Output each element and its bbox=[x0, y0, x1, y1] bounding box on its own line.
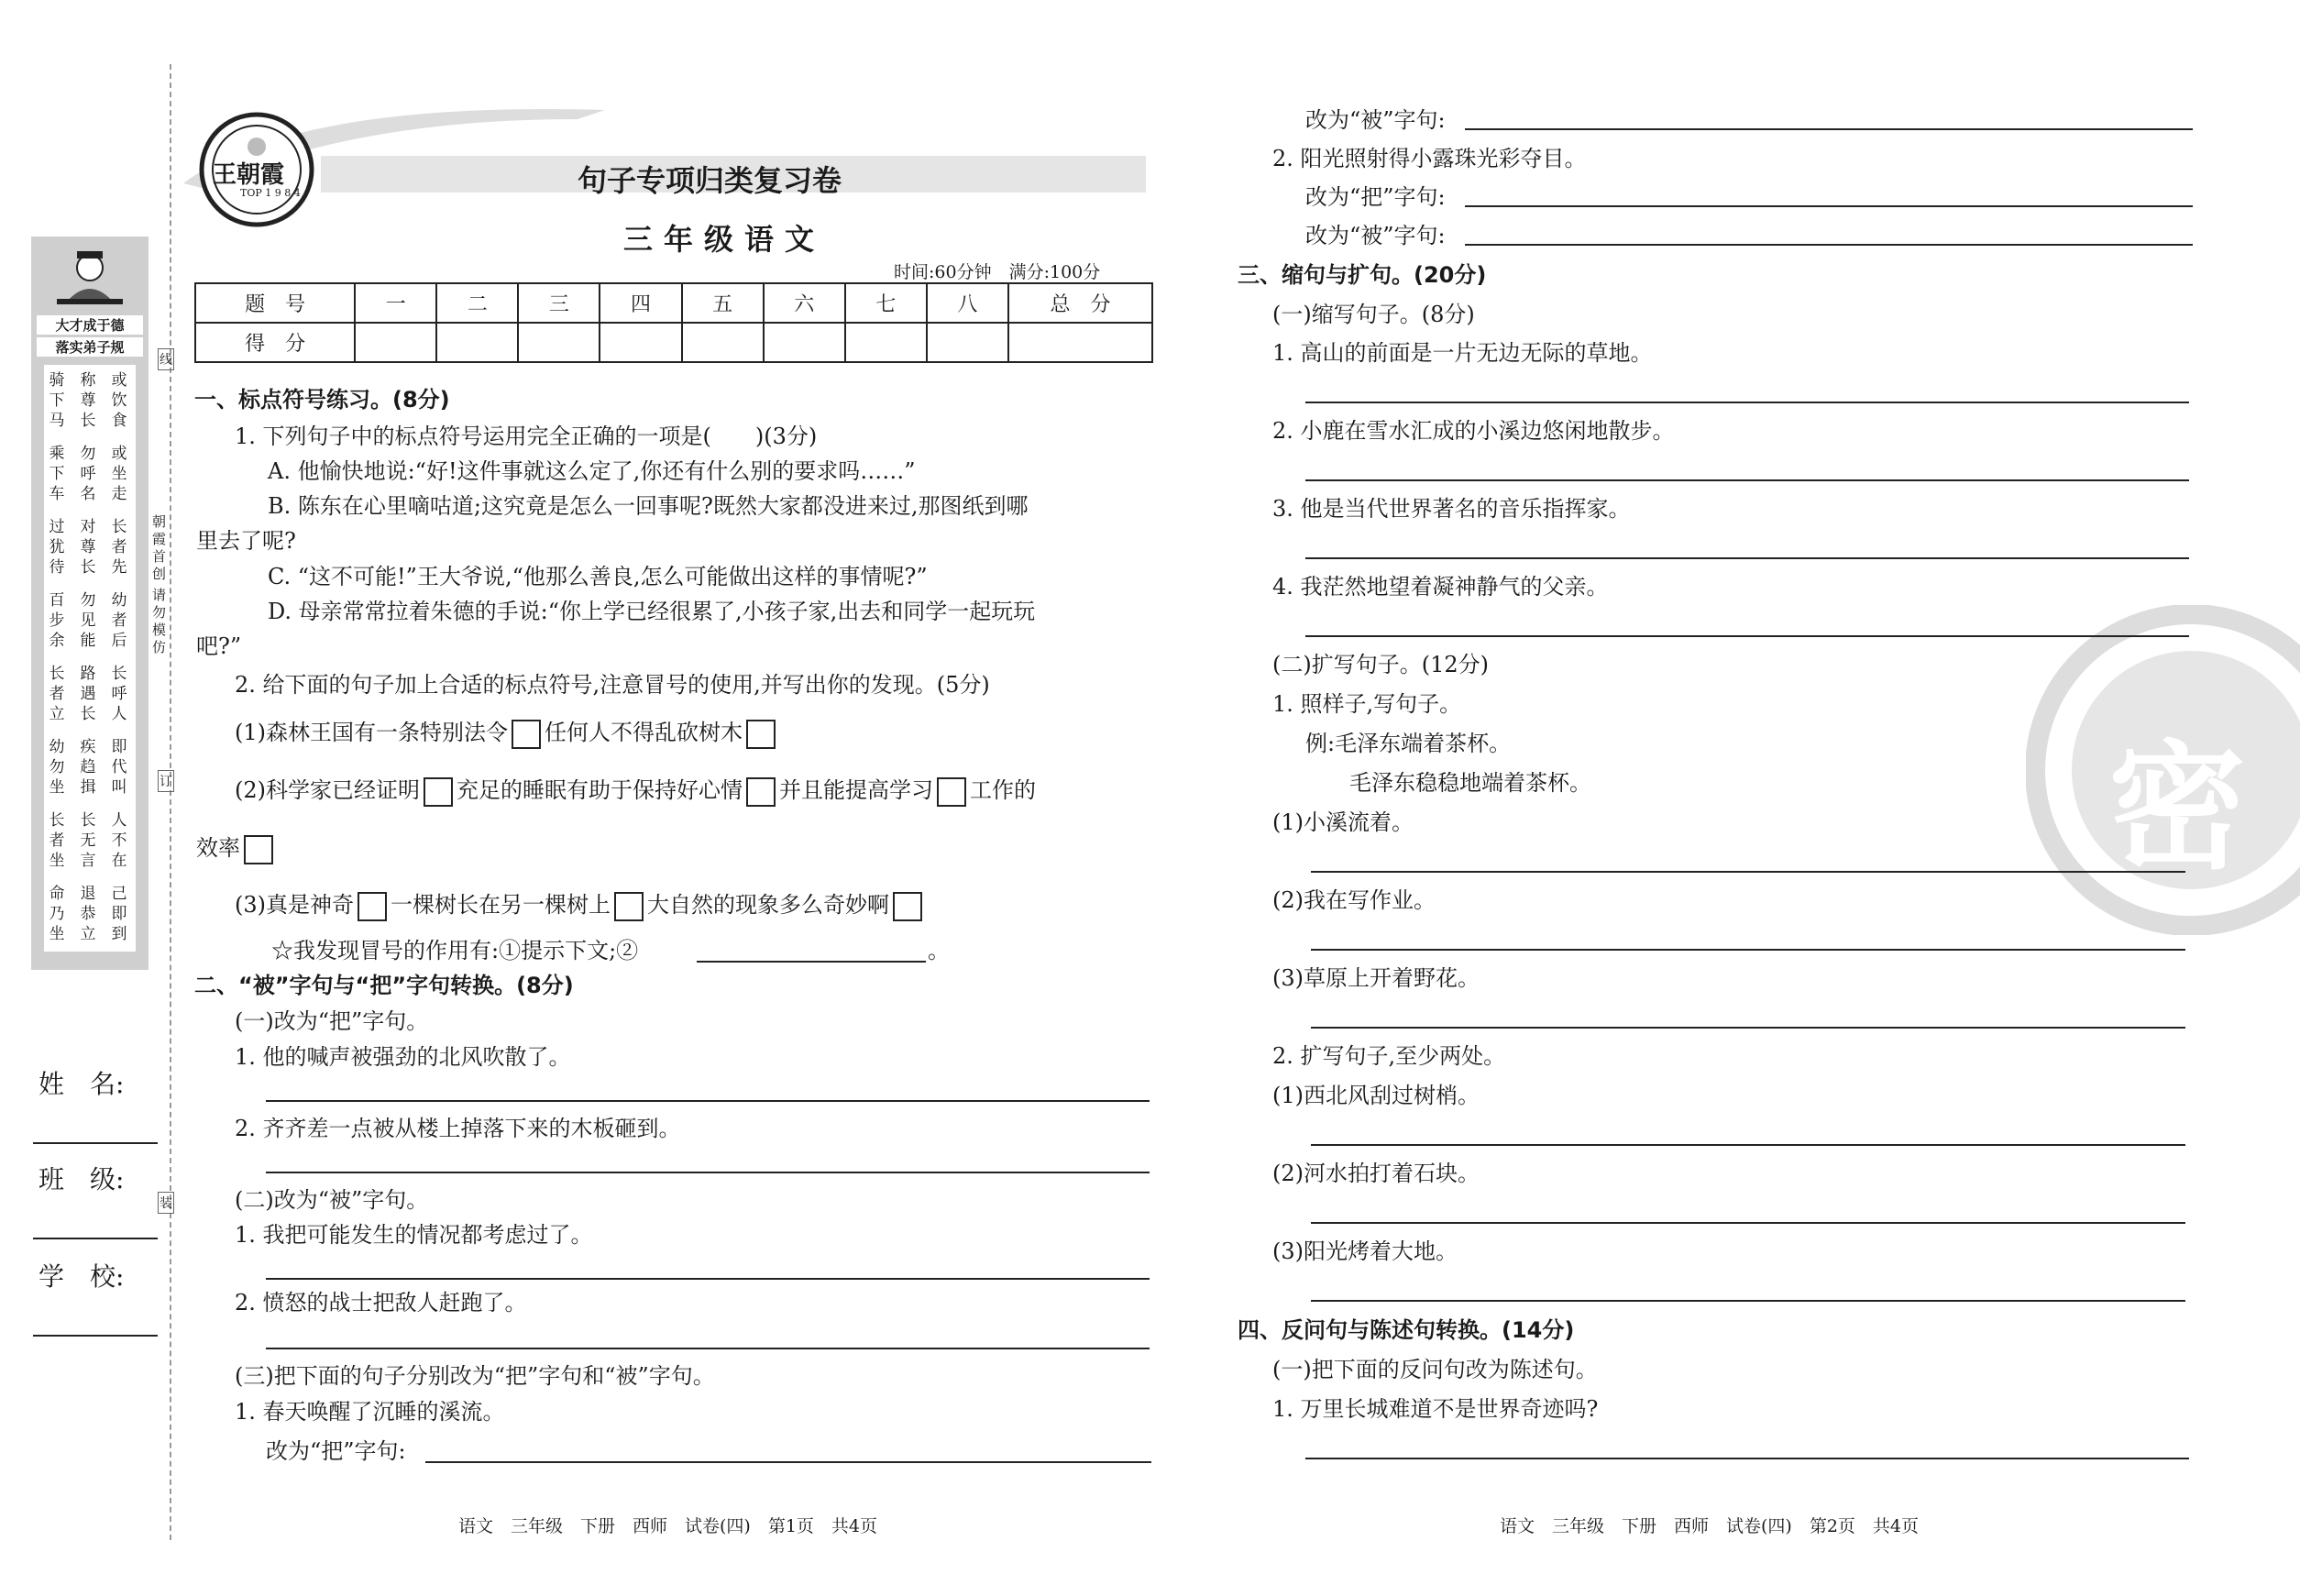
section-4-heading: 四、反问句与陈述句转换。(14分) bbox=[1238, 1317, 1575, 1343]
punct-box[interactable] bbox=[893, 892, 922, 921]
logo-subtext: TOP 1 9 8 4 bbox=[240, 187, 301, 199]
answer-line[interactable] bbox=[1305, 479, 2189, 481]
score-header-cell: 七 bbox=[845, 283, 927, 323]
section-2c-heading: (三)把下面的句子分别改为“把”字句和“被”字句。 bbox=[235, 1363, 715, 1389]
s3c-item-1: (1)西北风刮过树梢。 bbox=[1272, 1083, 1480, 1108]
exam-meta: 时间:60分钟 满分:100分 bbox=[894, 262, 1101, 282]
example-1: 例:毛泽东端着茶杯。 bbox=[1305, 731, 1512, 756]
q2-item-2-cont: 效率 bbox=[196, 834, 277, 864]
s3a-q2: 2. 小鹿在雪水汇成的小溪边悠闲地散步。 bbox=[1272, 418, 1675, 444]
copyright-1: 朝霞首创 bbox=[152, 513, 167, 582]
rule-phrase: 命乃坐 bbox=[49, 885, 65, 943]
score-input-cell[interactable] bbox=[518, 323, 600, 362]
discovery-end: 。 bbox=[928, 938, 950, 963]
example-2: 毛泽东稳稳地端着茶杯。 bbox=[1349, 770, 1591, 796]
score-input-cell[interactable] bbox=[436, 323, 518, 362]
section-3a-heading: (一)缩写句子。(8分) bbox=[1272, 302, 1475, 327]
class-label: 班 级: bbox=[39, 1164, 125, 1194]
s4a-q1: 1. 万里长城难道不是世界奇迹吗? bbox=[1272, 1396, 1599, 1422]
s2b-q1: 1. 我把可能发生的情况都考虑过了。 bbox=[235, 1222, 593, 1248]
score-input-cell[interactable] bbox=[600, 323, 681, 362]
answer-line[interactable] bbox=[1305, 635, 2189, 637]
page-1-footer: 语文 三年级 下册 西师 试卷(四) 第1页 共4页 bbox=[458, 1516, 878, 1536]
binding-mark-3: 装 bbox=[158, 1192, 174, 1214]
q1-option-a[interactable]: A. 他愉快地说:“好!这件事就这么定了,你还有什么别的要求吗……” bbox=[268, 458, 916, 484]
score-header-cell: 题 号 bbox=[195, 283, 355, 323]
answer-line[interactable] bbox=[1311, 1222, 2185, 1224]
stamp-text: 密 bbox=[2108, 727, 2247, 888]
motto-1: 大才成于德 bbox=[37, 315, 143, 335]
s2b-q2: 2. 愤怒的战士把敌人赶跑了。 bbox=[235, 1290, 527, 1315]
q2-item-1: (1)森林王国有一条特别法令 任何人不得乱砍树木 bbox=[235, 719, 779, 749]
s3c-item-3: (3)阳光烤着大地。 bbox=[1272, 1238, 1458, 1264]
motto-2: 落实弟子规 bbox=[37, 337, 143, 357]
copyright-2: 请勿模仿 bbox=[152, 587, 167, 655]
rules-panel bbox=[31, 237, 149, 970]
discovery-text: ☆我发现冒号的作用有:①提示下文;② bbox=[271, 938, 639, 963]
section-4a-heading: (一)把下面的反问句改为陈述句。 bbox=[1272, 1357, 1598, 1382]
rule-phrase: 对尊长 bbox=[80, 518, 96, 577]
answer-line[interactable] bbox=[1465, 244, 2193, 246]
punct-box[interactable] bbox=[614, 892, 644, 921]
section-2b-heading: (二)改为“被”字句。 bbox=[235, 1187, 429, 1213]
s3a-q3: 3. 他是当代世界著名的音乐指挥家。 bbox=[1272, 496, 1631, 522]
answer-line[interactable] bbox=[1465, 128, 2193, 130]
score-header-cell: 六 bbox=[764, 283, 845, 323]
answer-line[interactable] bbox=[266, 1100, 1150, 1102]
punct-box[interactable] bbox=[746, 777, 776, 807]
school-label: 学 校: bbox=[39, 1261, 125, 1292]
score-header-cell: 五 bbox=[682, 283, 764, 323]
score-table bbox=[194, 282, 1153, 363]
answer-line[interactable] bbox=[425, 1461, 1151, 1463]
to-bei-label: 改为“被”字句: bbox=[1305, 107, 1446, 133]
binding-mark-1: 线 bbox=[158, 348, 174, 370]
answer-line[interactable] bbox=[266, 1348, 1150, 1349]
s3b-q1: 1. 照样子,写句子。 bbox=[1272, 691, 1462, 717]
school-field[interactable] bbox=[33, 1335, 158, 1337]
q1-option-b-cont: 里去了呢? bbox=[196, 528, 296, 554]
to-ba-label-2: 改为“把”字句: bbox=[1305, 184, 1446, 210]
score-input-cell[interactable] bbox=[355, 323, 436, 362]
section-2a-heading: (一)改为“把”字句。 bbox=[235, 1008, 429, 1034]
score-input-cell[interactable] bbox=[764, 323, 845, 362]
answer-line[interactable] bbox=[1465, 205, 2193, 207]
section-2-heading: 二、“被”字句与“把”字句转换。(8分) bbox=[194, 973, 574, 998]
rule-phrase: 幼勿坐 bbox=[49, 738, 65, 797]
answer-line[interactable] bbox=[1305, 557, 2189, 559]
q1-option-c[interactable]: C. “这不可能!”王大爷说,“他那么善良,怎么可能做出这样的事情呢?” bbox=[268, 564, 928, 589]
q1-option-b[interactable]: B. 陈东在心里嘀咕道;这究竟是怎么一回事呢?既然大家都没进来过,那图纸到哪 bbox=[268, 493, 1029, 519]
answer-line[interactable] bbox=[266, 1278, 1150, 1280]
score-header-cell: 一 bbox=[355, 283, 436, 323]
class-field[interactable] bbox=[33, 1238, 158, 1239]
to-bei-label-2: 改为“被”字句: bbox=[1305, 223, 1446, 248]
rule-phrase: 己即到 bbox=[111, 885, 127, 943]
page-2-footer: 语文 三年级 下册 西师 试卷(四) 第2页 共4页 bbox=[1500, 1516, 1920, 1536]
score-input-cell[interactable] bbox=[1008, 323, 1152, 362]
answer-line[interactable] bbox=[1311, 1300, 2185, 1302]
rule-phrase: 长者坐 bbox=[49, 811, 65, 870]
rule-phrase: 勿呼名 bbox=[80, 445, 96, 503]
q2-item-3: (3)真是神奇 一棵树长在另一棵树上 大自然的现象多么奇妙啊 bbox=[235, 891, 926, 921]
score-input-cell[interactable] bbox=[682, 323, 764, 362]
answer-line[interactable] bbox=[1305, 1458, 2189, 1459]
binding-line bbox=[170, 64, 171, 1540]
q2-text: 2. 给下面的句子加上合适的标点符号,注意冒号的使用,并写出你的发现。(5分) bbox=[235, 672, 990, 698]
rule-phrase: 长无言 bbox=[80, 811, 96, 870]
answer-line[interactable] bbox=[1311, 949, 2185, 951]
rule-phrase: 乘下车 bbox=[49, 445, 65, 503]
answer-line[interactable] bbox=[1311, 1144, 2185, 1146]
rule-phrase: 长呼人 bbox=[111, 665, 127, 723]
punct-box[interactable] bbox=[937, 777, 966, 807]
score-header-cell: 四 bbox=[600, 283, 681, 323]
score-header-cell: 三 bbox=[518, 283, 600, 323]
punct-box[interactable] bbox=[424, 777, 453, 807]
score-header-cell: 二 bbox=[436, 283, 518, 323]
answer-line[interactable] bbox=[1305, 402, 2189, 403]
rule-phrase: 退恭立 bbox=[80, 885, 96, 943]
q1-option-d-cont: 吧?” bbox=[196, 633, 242, 659]
section-3b-heading: (二)扩写句子。(12分) bbox=[1272, 652, 1489, 677]
section-3-heading: 三、缩句与扩句。(20分) bbox=[1238, 262, 1487, 288]
banner-title: 句子专项归类复习卷 bbox=[578, 163, 842, 198]
rule-phrase: 或饮食 bbox=[111, 371, 127, 430]
s3b-item-2: (2)我在写作业。 bbox=[1272, 887, 1436, 913]
punct-box[interactable] bbox=[512, 720, 541, 749]
q2-item-2: (2)科学家已经证明 充足的睡眠有助于保持好心情 并且能提高学习 工作的 bbox=[235, 776, 1036, 807]
rule-phrase: 或坐走 bbox=[111, 445, 127, 503]
rule-phrase: 长者先 bbox=[111, 518, 127, 577]
logo-text: 王朝霞 bbox=[213, 161, 285, 189]
name-label: 姓 名: bbox=[39, 1069, 125, 1099]
rule-phrase: 过犹待 bbox=[49, 518, 65, 577]
answer-line[interactable] bbox=[266, 1172, 1150, 1173]
rule-phrase: 勿见能 bbox=[80, 591, 96, 650]
q1-text: 1. 下列句子中的标点符号运用完全正确的一项是( )(3分) bbox=[235, 424, 818, 449]
s2a-q2: 2. 齐齐差一点被从楼上掉落下来的木板砸到。 bbox=[235, 1116, 681, 1141]
s2a-q1: 1. 他的喊声被强劲的北风吹散了。 bbox=[235, 1044, 571, 1070]
answer-line[interactable] bbox=[1311, 1027, 2185, 1029]
rule-phrase: 百步余 bbox=[49, 591, 65, 650]
punct-box[interactable] bbox=[358, 892, 387, 921]
section-1-heading: 一、标点符号练习。(8分) bbox=[194, 387, 450, 413]
rule-phrase: 即代叫 bbox=[111, 738, 127, 797]
score-label-cell: 得 分 bbox=[195, 323, 355, 362]
s3a-q1: 1. 高山的前面是一片无边无际的草地。 bbox=[1272, 340, 1653, 366]
to-ba-label: 改为“把”字句: bbox=[266, 1438, 406, 1464]
s3b-item-3: (3)草原上开着野花。 bbox=[1272, 965, 1480, 991]
answer-line[interactable] bbox=[1311, 871, 2185, 873]
punct-box[interactable] bbox=[746, 720, 776, 749]
rule-phrase: 幼者后 bbox=[111, 591, 127, 650]
s3b-q2: 2. 扩写句子,至少两处。 bbox=[1272, 1043, 1506, 1069]
rule-phrase: 长者立 bbox=[49, 665, 65, 723]
s2c-q1: 1. 春天唤醒了沉睡的溪流。 bbox=[235, 1399, 505, 1425]
punct-box[interactable] bbox=[244, 835, 273, 864]
binding-mark-2: 订 bbox=[158, 770, 174, 792]
rule-phrase: 疾趋揖 bbox=[80, 738, 96, 797]
score-header-cell: 总 分 bbox=[1008, 283, 1152, 323]
subject-title: 三年级语文 bbox=[623, 222, 826, 257]
rule-phrase: 路遇长 bbox=[80, 665, 96, 723]
discovery-blank[interactable] bbox=[697, 961, 926, 963]
scholar-figure-icon bbox=[50, 248, 130, 312]
rule-phrase: 称尊长 bbox=[80, 371, 96, 430]
score-input-cell[interactable] bbox=[927, 323, 1008, 362]
s3b-item-1: (1)小溪流着。 bbox=[1272, 809, 1414, 835]
rule-phrase: 骑下马 bbox=[49, 371, 65, 430]
s2c-q2: 2. 阳光照射得小露珠光彩夺目。 bbox=[1272, 146, 1587, 171]
name-field[interactable] bbox=[33, 1142, 158, 1144]
score-input-cell[interactable] bbox=[845, 323, 927, 362]
score-header-cell: 八 bbox=[927, 283, 1008, 323]
s3c-item-2: (2)河水拍打着石块。 bbox=[1272, 1161, 1480, 1186]
rule-phrase: 人不在 bbox=[111, 811, 127, 870]
q1-option-d[interactable]: D. 母亲常常拉着朱德的手说:“你上学已经很累了,小孩子家,出去和同学一起玩玩 bbox=[268, 599, 1036, 624]
s3a-q4: 4. 我茫然地望着凝神静气的父亲。 bbox=[1272, 574, 1609, 600]
